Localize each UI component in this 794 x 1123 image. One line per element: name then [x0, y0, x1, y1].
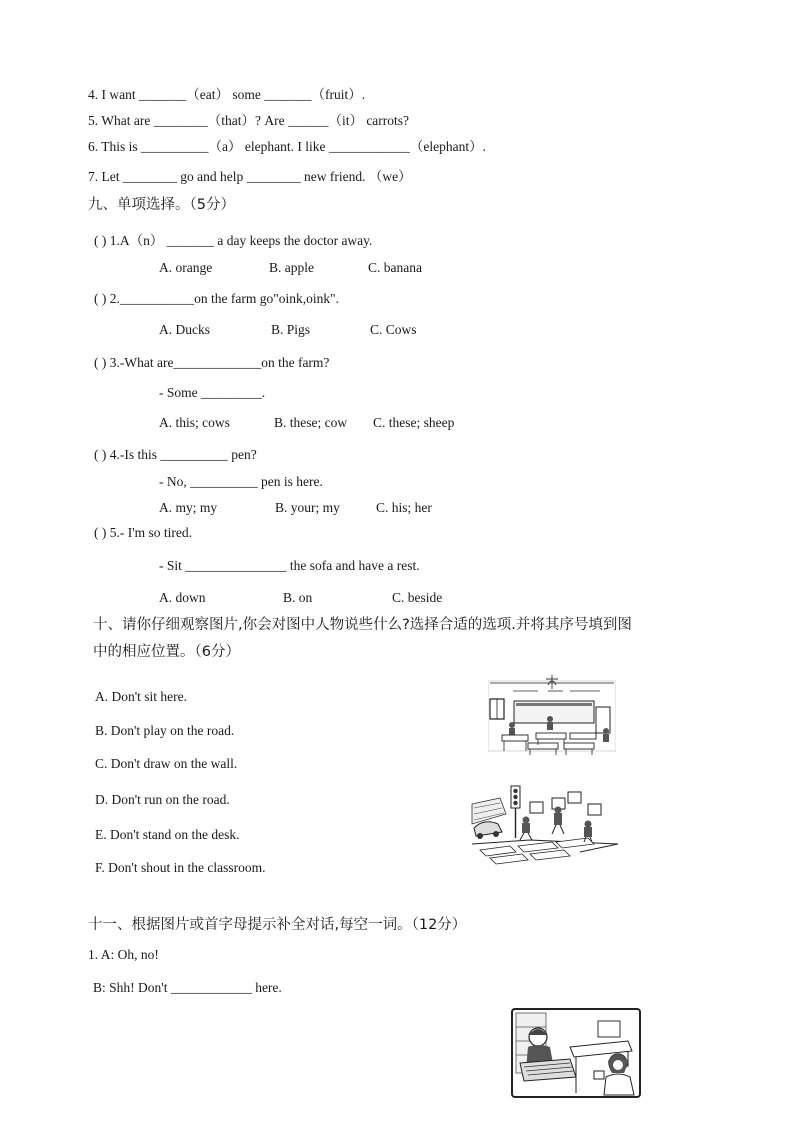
q4-sub: - No, __________ pen is here. — [159, 474, 323, 489]
q1-option-c: C. banana — [368, 260, 422, 275]
library-illustration — [510, 1007, 642, 1101]
classroom-illustration — [488, 671, 616, 757]
s10-option-f: F. Don't shout in the classroom. — [95, 860, 266, 875]
q1-option-b: B. apple — [269, 260, 314, 275]
dialogue-line-1: 1. A: Oh, no! — [88, 947, 159, 962]
q5-option-a: A. down — [159, 590, 206, 605]
s10-option-e: E. Don't stand on the desk. — [95, 827, 240, 842]
q4-option-a: A. my; my — [159, 500, 218, 515]
section9-heading: 九、单项选择。（5分） — [88, 197, 235, 213]
q3-option-c: C. these; sheep — [373, 415, 455, 430]
q3-option-b: B. these; cow — [274, 415, 348, 430]
q4-option-b: B. your; my — [275, 500, 340, 515]
q2-option-b: B. Pigs — [271, 322, 311, 337]
s10-option-b: B. Don't play on the road. — [95, 723, 235, 738]
section10-heading-line1: 十、请你仔细观察图片,你会对图中人物说些什么?选择合适的选项.并将其序号填到图 — [93, 617, 632, 633]
s10-option-d: D. Don't run on the road. — [95, 792, 230, 807]
q1-option-a: A. orange — [159, 260, 213, 275]
q3-stem: ( ) 3.-What are_____________on the farm? — [94, 355, 330, 370]
q3-sub: - Some _________. — [159, 385, 266, 400]
q2-option-c: C. Cows — [370, 322, 417, 337]
q5-option-b: B. on — [283, 590, 313, 605]
q4-stem: ( ) 4.-Is this __________ pen? — [94, 447, 257, 462]
q2-option-a: A. Ducks — [159, 322, 210, 337]
q5-option-c: C. beside — [392, 590, 443, 605]
q4-option-c: C. his; her — [376, 500, 432, 515]
q1-stem: ( ) 1.A（n） _______ a day keeps the doctor away. — [94, 233, 373, 248]
section11-heading: 十一、根据图片或首字母提示补全对话,每空一词。（12分） — [88, 917, 467, 933]
street-crossing-illustration — [470, 784, 620, 868]
section10-heading-line2: 中的相应位置。（6分） — [93, 644, 240, 660]
q5-stem: ( ) 5.- I'm so tired. — [94, 525, 193, 540]
fill-in-q6: 6. This is __________（a） elephant. I like ____________（elephant）. — [88, 139, 486, 154]
s10-option-c: C. Don't draw on the wall. — [95, 756, 238, 771]
dialogue-line-2: B: Shh! Don't ____________ here. — [93, 980, 282, 995]
fill-in-q4: 4. I want _______（eat） some _______（fruit）. — [88, 87, 366, 102]
fill-in-q5: 5. What are ________（that）? Are ______（it） carrots? — [88, 113, 410, 128]
fill-in-q7: 7. Let ________ go and help ________ new friend. （we） — [88, 169, 412, 184]
q3-option-a: A. this; cows — [159, 415, 230, 430]
s10-option-a: A. Don't sit here. — [95, 689, 188, 704]
q2-stem: ( ) 2.___________on the farm go"oink,oink". — [94, 291, 339, 306]
q5-sub: - Sit _______________ the sofa and have a rest. — [159, 558, 420, 573]
